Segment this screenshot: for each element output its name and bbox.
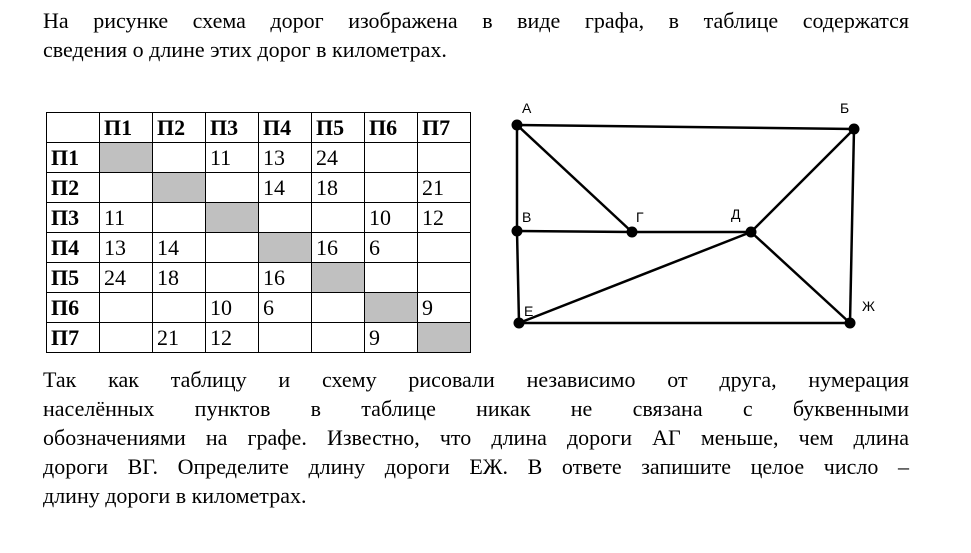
- node-label-v: В: [522, 209, 532, 225]
- column-header: П7: [418, 113, 471, 143]
- node-v: [512, 226, 523, 237]
- table-cell: 13: [100, 233, 153, 263]
- table-cell: 14: [153, 233, 206, 263]
- column-header: П6: [365, 113, 418, 143]
- table-row: [47, 233, 471, 263]
- problem-question: [43, 365, 909, 510]
- table-row: [47, 293, 471, 323]
- table-cell: [206, 233, 259, 263]
- table-row: [47, 173, 471, 203]
- table-cell: [259, 203, 312, 233]
- table-cell: 16: [259, 263, 312, 293]
- node-g: [627, 227, 638, 238]
- table-cell-diagonal: [153, 173, 206, 203]
- row-header: П6: [47, 293, 100, 323]
- edge-v-g: [517, 231, 632, 232]
- node-e: [514, 318, 525, 329]
- graph-edges: [517, 125, 854, 323]
- node-label-g: Г: [636, 209, 644, 225]
- edge-d-zh: [751, 232, 850, 323]
- table-row: [47, 323, 471, 353]
- node-label-d: Д: [731, 206, 741, 222]
- table-cell: [365, 173, 418, 203]
- table-cell: 10: [365, 203, 418, 233]
- node-a: [512, 120, 523, 131]
- intro-line: сведения о длине этих дорог в километрах.: [43, 37, 447, 62]
- column-header: П4: [259, 113, 312, 143]
- table-cell-diagonal: [259, 233, 312, 263]
- table-cell: [153, 143, 206, 173]
- intro-line: На рисунке схема дорог изображена в виде графа, в таблице содержатся: [43, 8, 909, 33]
- table-cell: 24: [100, 263, 153, 293]
- table-cell: [100, 173, 153, 203]
- table-cell: [418, 233, 471, 263]
- node-label-b: Б: [840, 100, 850, 116]
- table-cell-diagonal: [206, 203, 259, 233]
- road-graph: [505, 96, 890, 346]
- question-line: Так как таблицу и схему рисовали независимо от друга, нумерация: [43, 367, 909, 392]
- table-cell: [153, 293, 206, 323]
- edge-d-b: [751, 129, 854, 232]
- table-cell-diagonal: [365, 293, 418, 323]
- table-cell: 24: [312, 143, 365, 173]
- column-header: П2: [153, 113, 206, 143]
- table-cell: [153, 203, 206, 233]
- row-header: П4: [47, 233, 100, 263]
- table-cell: [365, 143, 418, 173]
- table-cell: 18: [312, 173, 365, 203]
- question-line: длину дороги в километрах.: [43, 483, 307, 508]
- table-cell: [259, 323, 312, 353]
- table-cell: 12: [418, 203, 471, 233]
- table-cell: 18: [153, 263, 206, 293]
- table-cell: 10: [206, 293, 259, 323]
- row-header: П1: [47, 143, 100, 173]
- table-cell: [365, 263, 418, 293]
- column-header: П3: [206, 113, 259, 143]
- question-line: обозначениями на графе. Известно, что длина дороги АГ меньше, чем длина: [43, 425, 909, 450]
- table-cell: [312, 323, 365, 353]
- table-cell-diagonal: [312, 263, 365, 293]
- table-cell: [206, 263, 259, 293]
- table-cell-diagonal: [100, 143, 153, 173]
- table-cell: 21: [418, 173, 471, 203]
- table-cell: [100, 323, 153, 353]
- problem-intro: [43, 6, 909, 64]
- graph-nodes: [512, 120, 860, 329]
- edge-d-e: [519, 232, 751, 323]
- table-cell: 13: [259, 143, 312, 173]
- table-header-row: [47, 113, 471, 143]
- table-cell: [312, 203, 365, 233]
- row-header: П2: [47, 173, 100, 203]
- node-label-e: Е: [524, 303, 534, 319]
- question-line: дороги ВГ. Определите длину дороги ЕЖ. В ответе запишите целое число –: [43, 454, 909, 479]
- table-cell: 21: [153, 323, 206, 353]
- table-cell: 11: [100, 203, 153, 233]
- node-label-a: А: [522, 100, 532, 116]
- table-cell: 12: [206, 323, 259, 353]
- question-line: населённых пунктов в таблице никак не связана с буквенными: [43, 396, 909, 421]
- edge-a-g: [517, 125, 632, 232]
- table-cell: 9: [365, 323, 418, 353]
- edge-b-zh: [850, 129, 854, 323]
- table-cell-diagonal: [418, 323, 471, 353]
- node-d: [746, 227, 757, 238]
- column-header: П1: [100, 113, 153, 143]
- table-cell: 6: [365, 233, 418, 263]
- table-cell: 11: [206, 143, 259, 173]
- table-cell: [418, 143, 471, 173]
- table-cell: [206, 173, 259, 203]
- edge-a-b: [517, 125, 854, 129]
- graph-labels: [522, 100, 875, 319]
- node-zh: [845, 318, 856, 329]
- table-row: [47, 203, 471, 233]
- table-cell: [100, 293, 153, 323]
- column-header: П5: [312, 113, 365, 143]
- table-cell: 14: [259, 173, 312, 203]
- table-row: [47, 263, 471, 293]
- table-corner-cell: [47, 113, 100, 143]
- table-cell: 6: [259, 293, 312, 323]
- distance-table: [46, 112, 471, 353]
- row-header: П7: [47, 323, 100, 353]
- table-cell: [418, 263, 471, 293]
- table-cell: 16: [312, 233, 365, 263]
- node-b: [849, 124, 860, 135]
- table-cell: 9: [418, 293, 471, 323]
- node-label-zh: Ж: [862, 298, 875, 314]
- table-row: [47, 143, 471, 173]
- edge-v-e: [517, 231, 519, 323]
- table-cell: [312, 293, 365, 323]
- row-header: П3: [47, 203, 100, 233]
- row-header: П5: [47, 263, 100, 293]
